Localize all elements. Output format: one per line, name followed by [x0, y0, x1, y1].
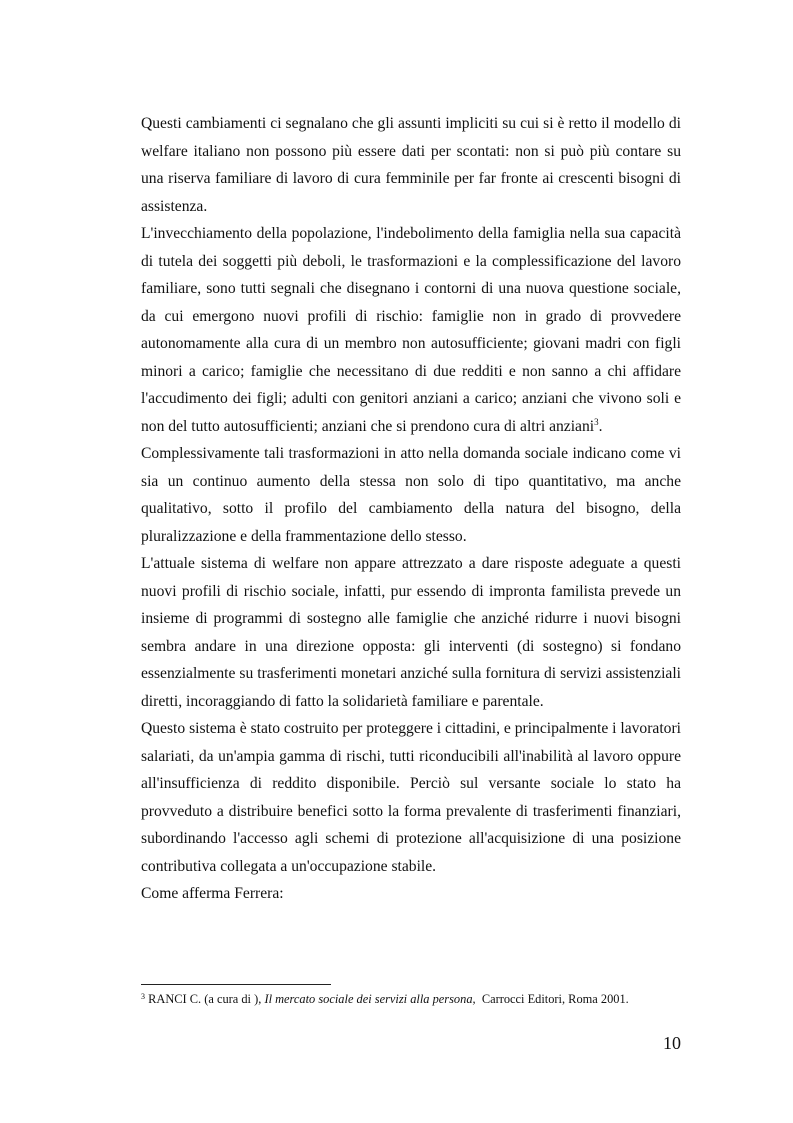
paragraph-6: [141, 880, 681, 908]
footnote-publisher: Carrocci Editori, Roma 2001.: [481, 992, 629, 1006]
footnote-number: 3: [141, 992, 145, 1001]
paragraph-5-text: Questo sistema è stato costruito per proteggere i cittadini, e principalmente i lavoratori salariati, da un'ampia gamma di rischi, tutti riconducibili all'inabilità al lavoro oppure all'insufficienza di reddito disponibile. Perciò sul versante sociale lo stato ha provveduto a distribuire benefici sotto la forma prevalente di trasferimenti finanziari, subordinando l'accesso agli schemi di protezione all'acquisizione di una posizione contributiva collegata a un'occupazione stabile.: [141, 720, 681, 875]
paragraph-2-text: L'invecchiamento della popolazione, l'indebolimento della famiglia nella sua capacità di tutela dei soggetti più deboli, le trasformazioni e la complessificazione del lavoro familiare, sono tutti segnali che disegnano i contorni di una nuova questione sociale, da cui emergono nuovi profili di rischio: famiglie non in grado di provvedere autonomamente alla cura di un membro non autosufficiente; giovani madri con figli minori a carico; famiglie che necessitano di due redditi e non sanno a chi affidare l'accudimento dei figli; adulti con genitori anziani a carico; anziani che vivono soli e non del tutto autosufficienti; anziani che si prendono cura di altri anziani: [141, 225, 681, 435]
paragraph-4-text: L'attuale sistema di welfare non appare attrezzato a dare risposte adeguate a questi nuovi profili di rischio sociale, infatti, pur essendo di impronta familista prevede un insieme di programmi di sostegno alle famiglie che anziché ridurre i nuovi bisogni sembra andare in una direzione opposta: gli interventi (di sostegno) si fondano essenzialmente su trasferimenti monetari anziché sulla fornitura di servizi assistenziali diretti, incoraggiando di fatto la solidarietà familiare e parentale.: [141, 555, 681, 710]
paragraph-1-text: Questi cambiamenti ci segnalano che gli assunti impliciti su cui si è retto il modello di welfare italiano non possono più essere dati per scontati: non si può più contare su una riserva familiare di lavoro di cura femminile per far fronte ai crescenti bisogni di assistenza.: [141, 115, 681, 215]
footnote-separator: [141, 984, 331, 985]
paragraph-1: [141, 110, 681, 220]
footnote-reference[interactable]: 3: [594, 416, 599, 427]
paragraph-2-tail: .: [598, 417, 603, 435]
paragraph-5: [141, 715, 681, 880]
footnote-title: Il mercato sociale dei servizi alla persona,: [264, 992, 476, 1006]
page-number: 10: [663, 1033, 681, 1053]
paragraph-3-text: Complessivamente tali trasformazioni in atto nella domanda sociale indicano come vi sia un continuo aumento della stessa non solo di tipo quantitativo, ma anche qualitativo, sotto il profilo del cambiamento della natura del bisogno, della pluralizzazione e della frammentazione dello stesso.: [141, 445, 681, 545]
body-text: [141, 110, 681, 908]
footnote-author: RANCI C. (a cura di ),: [148, 992, 262, 1006]
paragraph-3: [141, 440, 681, 550]
paragraph-2: [141, 220, 681, 440]
footnote: [141, 991, 701, 1007]
paragraph-6-text: Come afferma Ferrera:: [141, 885, 284, 902]
paragraph-4: [141, 550, 681, 715]
